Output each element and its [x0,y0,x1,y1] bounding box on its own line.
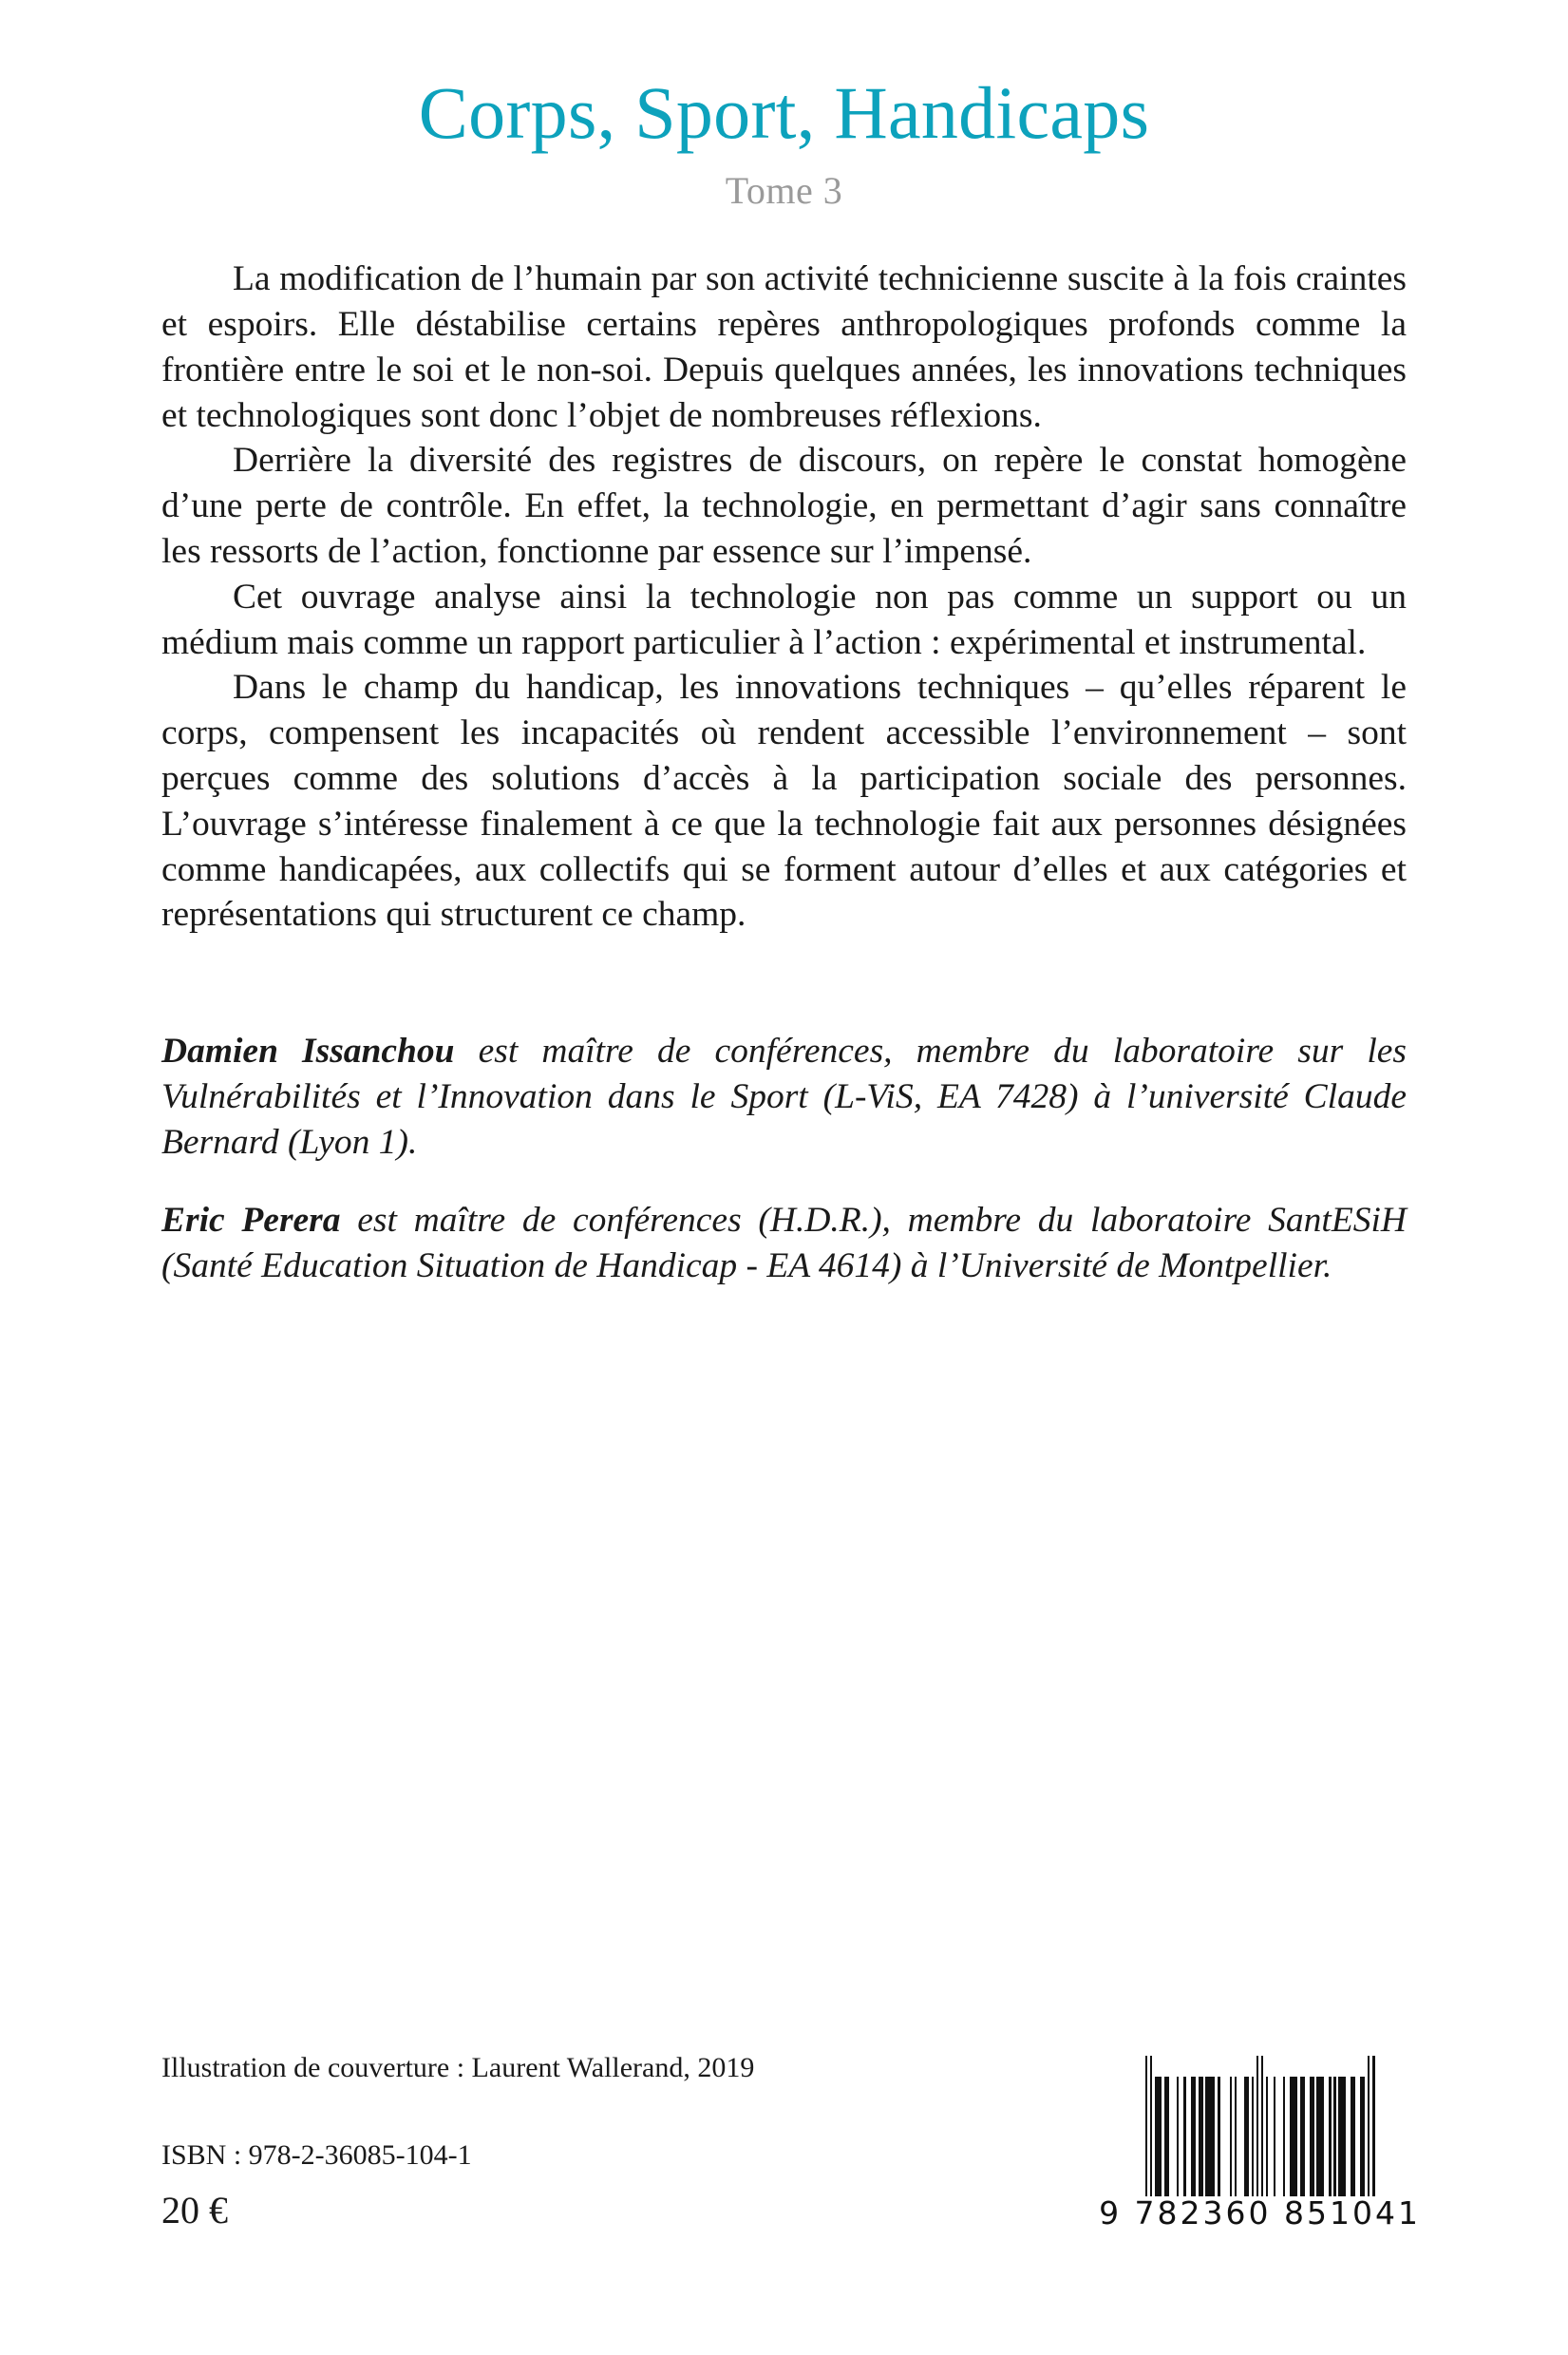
page-title: Corps, Sport, Handicaps [418,71,1150,154]
price-text: 20 € [161,2189,228,2232]
title-block [0,71,1568,213]
author-bio [161,1198,1407,1289]
footer [161,2051,1421,2233]
cover-illustration-credit: Illustration de couverture : Laurent Wallerand, 2019 [161,2052,755,2083]
blurb-paragraph: Dans le champ du handicap, les innovations techniques – qu’elles réparent le corps, compensent les incapacités où rendent accessible l’environnement – sont perçues comme des solutions d’accès à la participation sociale des personnes. L’ouvrage s’intéresse finalement à ce que la technologie fait aux personnes désignées comme handicapées, aux collectifs qui se forment autour d’elles et aux catégories et représentations qui structurent ce champ. [161,668,1407,935]
blurb-paragraph: Derrière la diversité des registres de discours, on repère le constat homogène d’une perte de contrôle. En effet, la technologie, en permettant d’agir sans connaître les ressorts de l’action, fonctionne par essence sur l’impensé. [161,441,1407,571]
barcode [1099,2056,1421,2233]
footer-info [161,2051,754,2233]
author-bio-text: est maître de conférences, membre du laboratoire sur les Vulnérabilités et l’Innovation dans le Sport (L-ViS, EA 7428) à l’université Claude Bernard (Lyon 1). [161,1032,1407,1162]
author-name: Eric Perera [161,1200,341,1240]
isbn-text: ISBN : 978-2-36085-104-1 [161,2139,472,2171]
blurb-text [161,256,1407,938]
author-bio [161,1029,1407,1165]
volume-subtitle: Tome 3 [725,169,843,213]
blurb-paragraph: La modification de l’humain par son activité technicienne suscite à la fois craintes et espoirs. Elle déstabilise certains repères anthropologiques profonds comme la frontière entre le soi et le non-soi. Depuis quelques années, les innovations techniques et technologiques sont donc l’objet de nombreuses réflexions. [161,259,1407,435]
author-name: Damien Issanchou [161,1032,455,1072]
author-bios [161,1029,1407,1288]
barcode-bars [1145,2056,1375,2196]
barcode-digits: 9 782360 851041 [1099,2194,1421,2232]
blurb-paragraph: Cet ouvrage analyse ainsi la technologie non pas comme un support ou un médium mais comme un rapport particulier à l’action : expérimental et instrumental. [161,577,1407,662]
author-bio-text: est maître de conférences (H.D.R.), membre du laboratoire SantESiH (Santé Education Situation de Handicap - EA 4614) à l’Université de Montpellier. [161,1200,1407,1285]
